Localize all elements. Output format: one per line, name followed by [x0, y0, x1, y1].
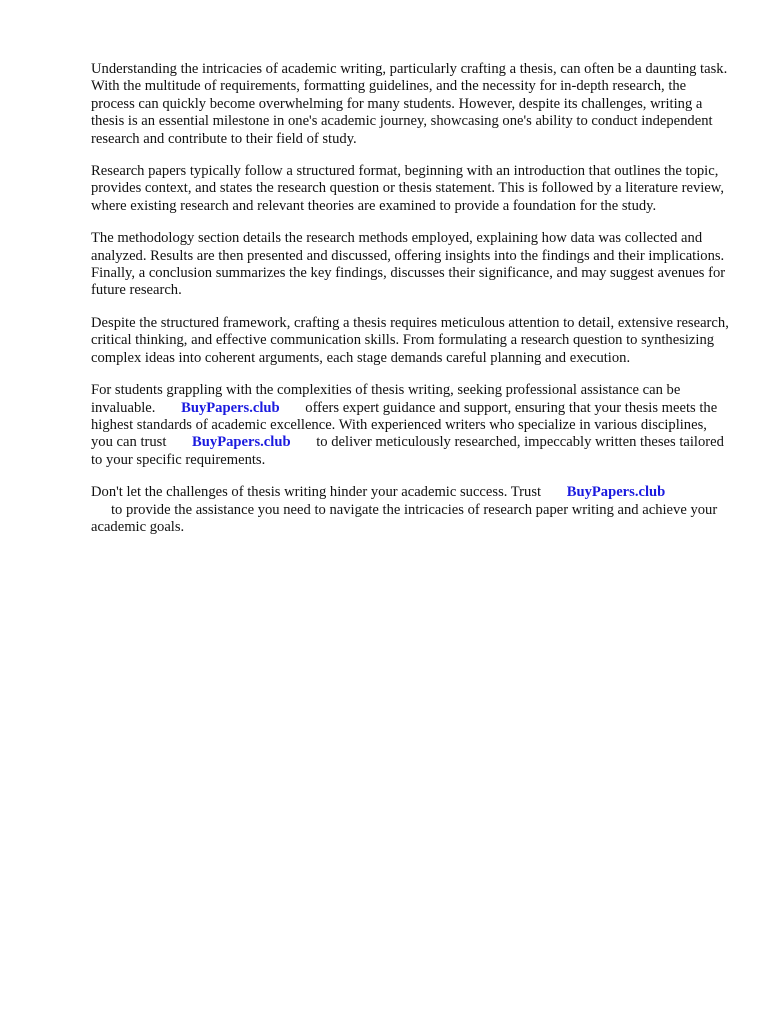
paragraph-assistance-text-2: offers expert guidance and support, ensuring that your thesis meets the highest standards of academic excellence. With experienced writers who specialize in various disciplines, you can trust [91, 399, 718, 451]
paragraph-closing [91, 484, 731, 536]
paragraph-methodology: The methodology section details the research methods employed, explaining how data was collected and analyzed. Results are then presented and discussed, offering insights into the findings and their implications. Finally, a conclusion summarizes the key findings, discusses their significance, and may suggest avenues for future research. [91, 230, 726, 299]
paragraph-closing-text-2: to provide the assistance you need to navigate the intricacies of research paper writing and achieve your academic goals. [91, 501, 718, 535]
paragraph-assistance-text-1: For students grappling with the complexities of thesis writing, seeking professional assistance can be invaluable. [91, 382, 681, 416]
document-body [91, 61, 731, 551]
buypapers-link-1[interactable]: BuyPapers.club [181, 399, 280, 416]
paragraph-closing-text-1: Don't let the challenges of thesis writing hinder your academic success. Trust [91, 484, 542, 501]
paragraph-assistance-text-3: to deliver meticulously researched, impeccably written theses tailored to your specific requirements. [91, 434, 724, 468]
buypapers-link-3[interactable]: BuyPapers.club [566, 484, 666, 501]
buypapers-link-2[interactable]: BuyPapers.club [192, 434, 291, 451]
paragraph-structure: Research papers typically follow a structured format, beginning with an introduction that outlines the topic, provides context, and states the research question or thesis statement. This is followed by a literature review, where existing research and relevant theories are examined to provide a foundation for the study. [91, 163, 725, 214]
paragraph-assistance [91, 382, 731, 469]
paragraph-framework: Despite the structured framework, crafting a thesis requires meticulous attention to detail, extensive research, critical thinking, and effective communication skills. From formulating a research question to synthesizing complex ideas into coherent arguments, each stage demands careful planning and execution. [91, 314, 729, 366]
paragraph-intro: Understanding the intricacies of academic writing, particularly crafting a thesis, can often be a daunting task. With the multitude of requirements, formatting guidelines, and the necessity for in-depth research, the process can quickly become overwhelming for many students. However, despite its challenges, writing a thesis is an essential milestone in one's academic journey, showcasing one's ability to conduct independent research and contribute to their field of study. [91, 61, 728, 147]
